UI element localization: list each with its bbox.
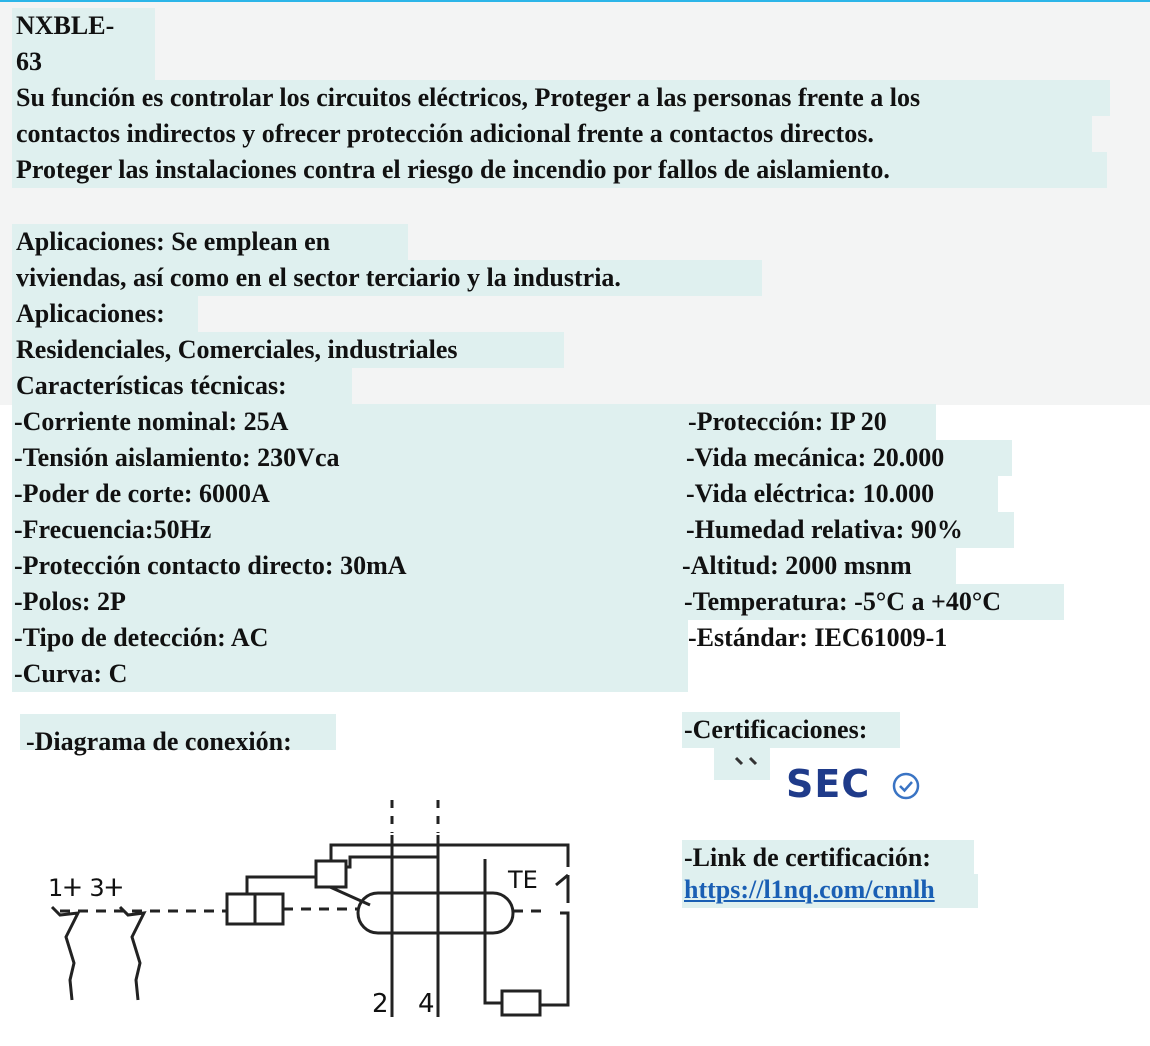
description-line-2: contactos indirectos y ofrecer protección adicional frente a contactos directos. xyxy=(16,119,874,148)
certification-link[interactable]: https://l1nq.com/cnnlh xyxy=(684,875,935,904)
diagram-terminal-4: 4 xyxy=(418,989,435,1019)
sec-logo xyxy=(786,764,932,808)
applications-heading: Aplicaciones: xyxy=(16,299,165,328)
description-line-1: Su función es controlar los circuitos eléctricos, Proteger a las personas frente a los xyxy=(16,83,921,112)
cert-partial-mark xyxy=(732,754,762,770)
check-circle-icon xyxy=(892,772,920,800)
spec-right-item: -Vida mecánica: 20.000 xyxy=(686,443,945,472)
spec-left-item: -Poder de corte: 6000A xyxy=(14,479,270,508)
spec-left-item: -Polos: 2P xyxy=(14,587,126,616)
spec-left-item: -Corriente nominal: 25A xyxy=(14,407,289,436)
description-line-3: Proteger las instalaciones contra el riesgo de incendio por fallos de aislamiento. xyxy=(16,155,890,184)
spec-left-item: -Frecuencia:50Hz xyxy=(14,515,212,544)
model-line-1: NXBLE- xyxy=(16,11,115,40)
diagram-test-label: TE xyxy=(508,866,538,894)
applications-list: Residenciales, Comerciales, industriales xyxy=(16,335,458,364)
diagram-heading: -Diagrama de conexión: xyxy=(26,727,292,756)
certification-link-heading: -Link de certificación: xyxy=(684,843,931,872)
spec-right-item: -Temperatura: -5°C a +40°C xyxy=(684,587,1001,616)
spec-right-item: -Humedad relativa: 90% xyxy=(686,515,963,544)
diagram-terminal-label: 1ⵜ 3ⵜ xyxy=(48,874,124,902)
applications-line-2: viviendas, así como en el sector terciario y la industria. xyxy=(16,263,621,292)
specs-heading: Características técnicas: xyxy=(16,371,287,400)
spec-right-item: -Protección: IP 20 xyxy=(688,407,887,436)
certifications-heading: -Certificaciones: xyxy=(684,715,868,744)
diagram-terminal-2: 2 xyxy=(372,989,389,1019)
applications-line-1: Aplicaciones: Se emplean en xyxy=(16,227,331,256)
spec-left-item: -Protección contacto directo: 30mA xyxy=(14,551,407,580)
sec-logo-text: SEC xyxy=(786,762,871,806)
connection-diagram xyxy=(30,795,590,1035)
model-line-2: 63 xyxy=(16,47,42,76)
spec-right-item: -Estándar: IEC61009-1 xyxy=(688,623,948,652)
spec-left-item: -Tensión aislamiento: 230Vca xyxy=(14,443,340,472)
spec-left-item: -Tipo de detección: AC xyxy=(14,623,269,652)
spec-left-item: -Curva: C xyxy=(14,659,128,688)
spec-right-item: -Vida eléctrica: 10.000 xyxy=(686,479,935,508)
spec-right-item: -Altitud: 2000 msnm xyxy=(682,551,912,580)
